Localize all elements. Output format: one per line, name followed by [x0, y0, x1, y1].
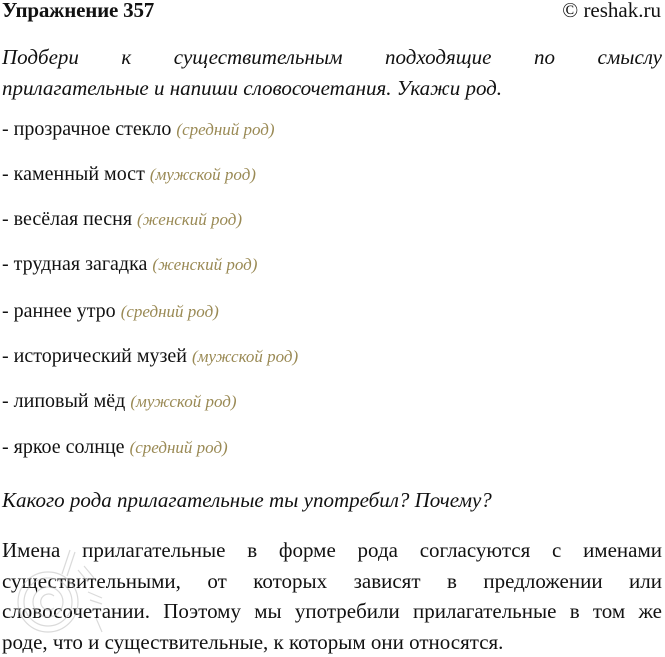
list-item	[2, 300, 219, 323]
answer-paragraph	[2, 535, 662, 657]
gender-annotation: (мужской род)	[150, 165, 256, 184]
phrase: - раннее утро	[2, 300, 116, 322]
phrase: - исторический музей	[2, 345, 187, 367]
list-item	[2, 345, 298, 368]
phrase: - трудная загадка	[2, 253, 147, 275]
answer-line: словосочетании. Поэтому мы употребили прилагательные в том же	[2, 596, 662, 627]
list-item	[2, 390, 237, 413]
task-line-2: прилагательные и напиши словосочетания. Укажи род.	[2, 73, 662, 104]
gender-annotation: (средний род)	[121, 302, 219, 321]
answer-line: существительными, от которых зависят в предложении или	[2, 566, 662, 597]
list-item	[2, 163, 256, 186]
copyright-label: © reshak.ru	[562, 0, 661, 23]
phrase: - яркое солнце	[2, 436, 125, 458]
gender-annotation: (женский род)	[152, 255, 257, 274]
phrase: - каменный мост	[2, 163, 145, 185]
list-item	[2, 436, 228, 459]
task-instructions	[2, 42, 662, 104]
exercise-title: Упражнение 357	[2, 0, 154, 23]
list-item	[2, 208, 242, 231]
gender-annotation: (мужской род)	[192, 347, 298, 366]
list-item	[2, 118, 275, 141]
phrase: - весёлая песня	[2, 208, 132, 230]
task-line-1: Подбери к существительным подходящие по смыслу	[2, 42, 662, 73]
question: Какого рода прилагательные ты употребил? Почему?	[2, 488, 492, 513]
phrase: - липовый мёд	[2, 390, 125, 412]
gender-annotation: (женский род)	[137, 210, 242, 229]
answer-line: Имена прилагательные в форме рода согласуются с именами	[2, 535, 662, 566]
answer-line: роде, что и существительные, к которым они относятся.	[2, 627, 662, 657]
gender-annotation: (средний род)	[130, 438, 228, 457]
header	[0, 0, 665, 30]
list-item	[2, 253, 257, 276]
phrase: - прозрачное стекло	[2, 118, 171, 140]
gender-annotation: (средний род)	[176, 120, 274, 139]
gender-annotation: (мужской род)	[130, 392, 236, 411]
